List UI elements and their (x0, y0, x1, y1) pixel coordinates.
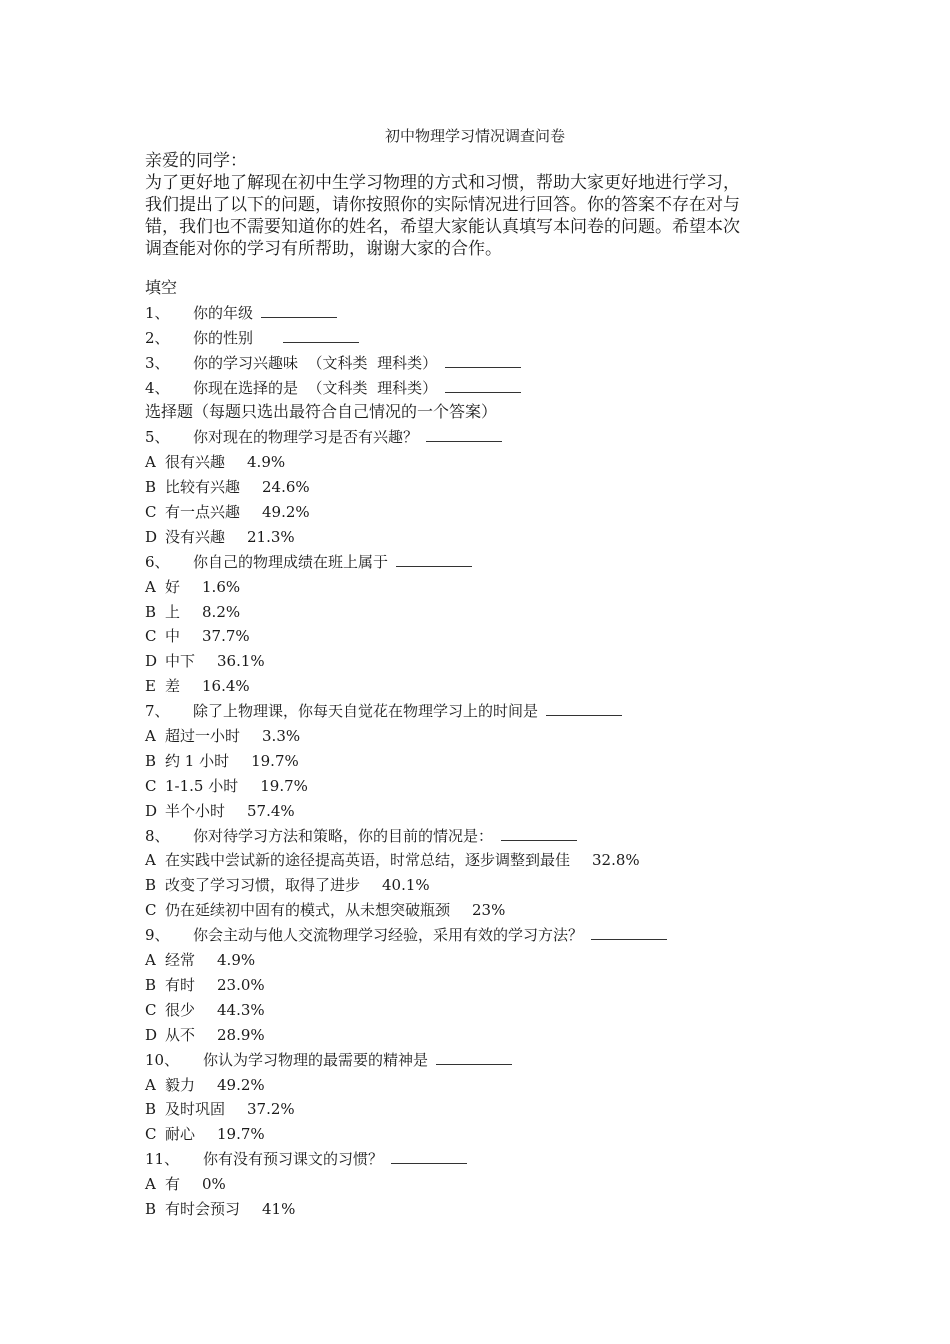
option-label: 中下 (165, 652, 196, 671)
option-letter: E (145, 677, 156, 696)
option-percent: 37.2% (247, 1100, 295, 1119)
option-percent: 32.8% (592, 851, 640, 870)
question-text: 你有没有预习课文的习惯？ (203, 1150, 384, 1169)
option-letter: A (145, 1075, 156, 1094)
option-percent: 0% (202, 1175, 226, 1194)
choice-section-heading: 选择题（每题只选出最符合自己情况的一个答案） (145, 402, 498, 422)
intro-line: 错，我们也不需要知道你的姓名，希望大家能认真填写本问卷的问题。希望本次 (145, 217, 740, 237)
option-label: 有 (165, 1175, 181, 1194)
option-letter: C (145, 901, 157, 920)
item-number: 4、 (145, 378, 170, 397)
option-row[interactable] (145, 898, 825, 923)
question-text: 你对现在的物理学习是否有兴趣？ (193, 428, 419, 447)
question-number: 11、 (145, 1150, 180, 1169)
option-label: 有时会预习 (165, 1199, 241, 1218)
option-row[interactable] (145, 724, 825, 749)
option-percent: 40.1% (382, 876, 430, 895)
item-text: 你的性别 (193, 328, 254, 347)
fill-item (145, 301, 825, 326)
option-percent: 36.1% (217, 652, 265, 671)
option-letter: C (145, 503, 157, 522)
option-letter: A (145, 951, 156, 970)
option-letter: B (145, 751, 157, 770)
option-letter: B (145, 876, 157, 895)
option-row[interactable] (145, 475, 825, 500)
option-row[interactable] (145, 450, 825, 475)
option-percent: 19.7% (260, 776, 308, 795)
option-label: 1-1.5 小时 (165, 776, 239, 795)
option-row[interactable] (145, 575, 825, 600)
option-label: 中 (165, 627, 181, 646)
option-label: 超过一小时 (165, 727, 241, 746)
option-percent: 57.4% (247, 801, 295, 820)
option-row[interactable] (145, 799, 825, 824)
option-row[interactable] (145, 948, 825, 973)
answer-blank[interactable] (426, 427, 502, 442)
intro-line: 我们提出了以下的问题，请你按照你的实际情况进行回答。你的答案不存在对与 (145, 195, 740, 215)
option-row[interactable] (145, 973, 825, 998)
option-percent: 24.6% (262, 478, 310, 497)
question (145, 1147, 825, 1172)
fill-item (145, 351, 825, 376)
option-letter: A (145, 1175, 156, 1194)
option-percent: 49.2% (262, 503, 310, 522)
option-label: 很有兴趣 (165, 453, 226, 472)
option-letter: B (145, 478, 157, 497)
option-percent: 8.2% (202, 602, 241, 621)
greeting: 亲爱的同学： (145, 151, 247, 171)
option-row[interactable] (145, 998, 825, 1023)
question (145, 824, 825, 849)
option-row[interactable] (145, 1172, 825, 1197)
question (145, 425, 825, 450)
question-text: 你自己的物理成绩在班上属于 (193, 552, 389, 571)
option-row[interactable] (145, 848, 825, 873)
option-percent: 21.3% (247, 527, 295, 546)
fill-section-heading: 填空 (145, 278, 178, 297)
option-letter: D (145, 801, 158, 820)
answer-blank[interactable] (391, 1149, 467, 1164)
option-label: 好 (165, 577, 181, 596)
question (145, 923, 825, 948)
option-percent: 37.7% (202, 627, 250, 646)
option-letter: A (145, 851, 156, 870)
answer-blank[interactable] (445, 353, 521, 368)
answer-blank[interactable] (396, 552, 472, 567)
option-label: 经常 (165, 951, 196, 970)
option-row[interactable] (145, 873, 825, 898)
survey-body (145, 276, 825, 1222)
option-percent: 4.9% (217, 951, 256, 970)
option-percent: 23.0% (217, 975, 265, 994)
intro-line: 为了更好地了解现在初中生学习物理的方式和习惯，帮助大家更好地进行学习， (145, 173, 740, 193)
option-row[interactable] (145, 749, 825, 774)
item-number: 1、 (145, 303, 170, 322)
question-text: 你会主动与他人交流物理学习经验，采用有效的学习方法？ (193, 926, 584, 945)
item-number: 3、 (145, 353, 170, 372)
option-row[interactable] (145, 674, 825, 699)
option-label: 从不 (165, 1025, 196, 1044)
option-row[interactable] (145, 525, 825, 550)
intro-line: 调查能对你的学习有所帮助，谢谢大家的合作。 (145, 239, 502, 259)
option-label: 有时 (165, 975, 196, 994)
option-letter: B (145, 1100, 157, 1119)
option-label: 差 (165, 677, 181, 696)
option-percent: 28.9% (217, 1025, 265, 1044)
option-percent: 19.7% (251, 751, 299, 770)
option-percent: 1.6% (202, 577, 241, 596)
answer-blank[interactable] (501, 826, 577, 841)
question-text: 你认为学习物理的最需要的精神是 (203, 1050, 429, 1069)
option-percent: 16.4% (202, 677, 250, 696)
option-row[interactable] (145, 1097, 825, 1122)
option-row[interactable] (145, 1073, 825, 1098)
option-percent: 49.2% (217, 1075, 265, 1094)
question (145, 699, 825, 724)
option-label: 及时巩固 (165, 1100, 226, 1119)
question (145, 1048, 825, 1073)
intro-block (145, 150, 815, 260)
page-title: 初中物理学习情况调查问卷 (384, 127, 565, 145)
option-label: 半个小时 (165, 801, 226, 820)
option-label: 上 (165, 602, 181, 621)
option-label: 没有兴趣 (165, 527, 226, 546)
option-letter: A (145, 727, 156, 746)
answer-blank[interactable] (436, 1050, 512, 1065)
option-letter: A (145, 453, 156, 472)
option-percent: 4.9% (247, 453, 286, 472)
answer-blank[interactable] (546, 701, 622, 716)
option-label: 有一点兴趣 (165, 503, 241, 522)
question-number: 9、 (145, 926, 170, 945)
item-number: 2、 (145, 328, 170, 347)
option-percent: 23% (472, 901, 506, 920)
question-number: 7、 (145, 702, 170, 721)
answer-blank[interactable] (591, 925, 667, 940)
option-label: 毅力 (165, 1075, 196, 1094)
option-label: 约 1 小时 (165, 751, 230, 770)
question (145, 550, 825, 575)
option-letter: B (145, 602, 157, 621)
option-label: 耐心 (165, 1125, 196, 1144)
option-letter: C (145, 627, 157, 646)
question-number: 6、 (145, 552, 170, 571)
option-label: 在实践中尝试新的途径提高英语，时常总结，逐步调整到最佳 (165, 851, 571, 870)
option-row[interactable] (145, 1023, 825, 1048)
option-percent: 19.7% (217, 1125, 265, 1144)
question-number: 8、 (145, 826, 170, 845)
option-row[interactable] (145, 500, 825, 525)
option-letter: C (145, 1125, 157, 1144)
item-text: 你现在选择的是 （文科类 理科类） (193, 378, 438, 397)
option-letter: D (145, 652, 158, 671)
option-percent: 3.3% (262, 727, 301, 746)
option-row[interactable] (145, 624, 825, 649)
answer-blank[interactable] (261, 303, 337, 318)
fill-item (145, 376, 825, 401)
option-letter: D (145, 527, 158, 546)
question-number: 5、 (145, 428, 170, 447)
question-number: 10、 (145, 1050, 180, 1069)
answer-blank[interactable] (283, 328, 359, 343)
option-label: 比较有兴趣 (165, 478, 241, 497)
option-percent: 41% (262, 1199, 296, 1218)
option-letter: D (145, 1025, 158, 1044)
option-label: 改变了学习习惯，取得了进步 (165, 876, 361, 895)
option-percent: 44.3% (217, 1000, 265, 1019)
option-row[interactable] (145, 600, 825, 625)
option-letter: A (145, 577, 156, 596)
answer-blank[interactable] (445, 378, 521, 393)
item-text: 你的年级 (193, 303, 254, 322)
option-row[interactable] (145, 1197, 825, 1222)
option-letter: B (145, 1199, 157, 1218)
option-letter: C (145, 1000, 157, 1019)
option-row[interactable] (145, 649, 825, 674)
option-label: 很少 (165, 1000, 196, 1019)
option-label: 仍在延续初中固有的模式，从未想突破瓶颈 (165, 901, 451, 920)
option-row[interactable] (145, 1122, 825, 1147)
option-letter: B (145, 975, 157, 994)
fill-item (145, 326, 825, 351)
option-row[interactable] (145, 774, 825, 799)
question-text: 除了上物理课，你每天自觉花在物理学习上的时间是 (193, 702, 539, 721)
option-letter: C (145, 776, 157, 795)
item-text: 你的学习兴趣味 （文科类 理科类） (193, 353, 438, 372)
question-text: 你对待学习方法和策略，你的目前的情况是： (193, 826, 494, 845)
